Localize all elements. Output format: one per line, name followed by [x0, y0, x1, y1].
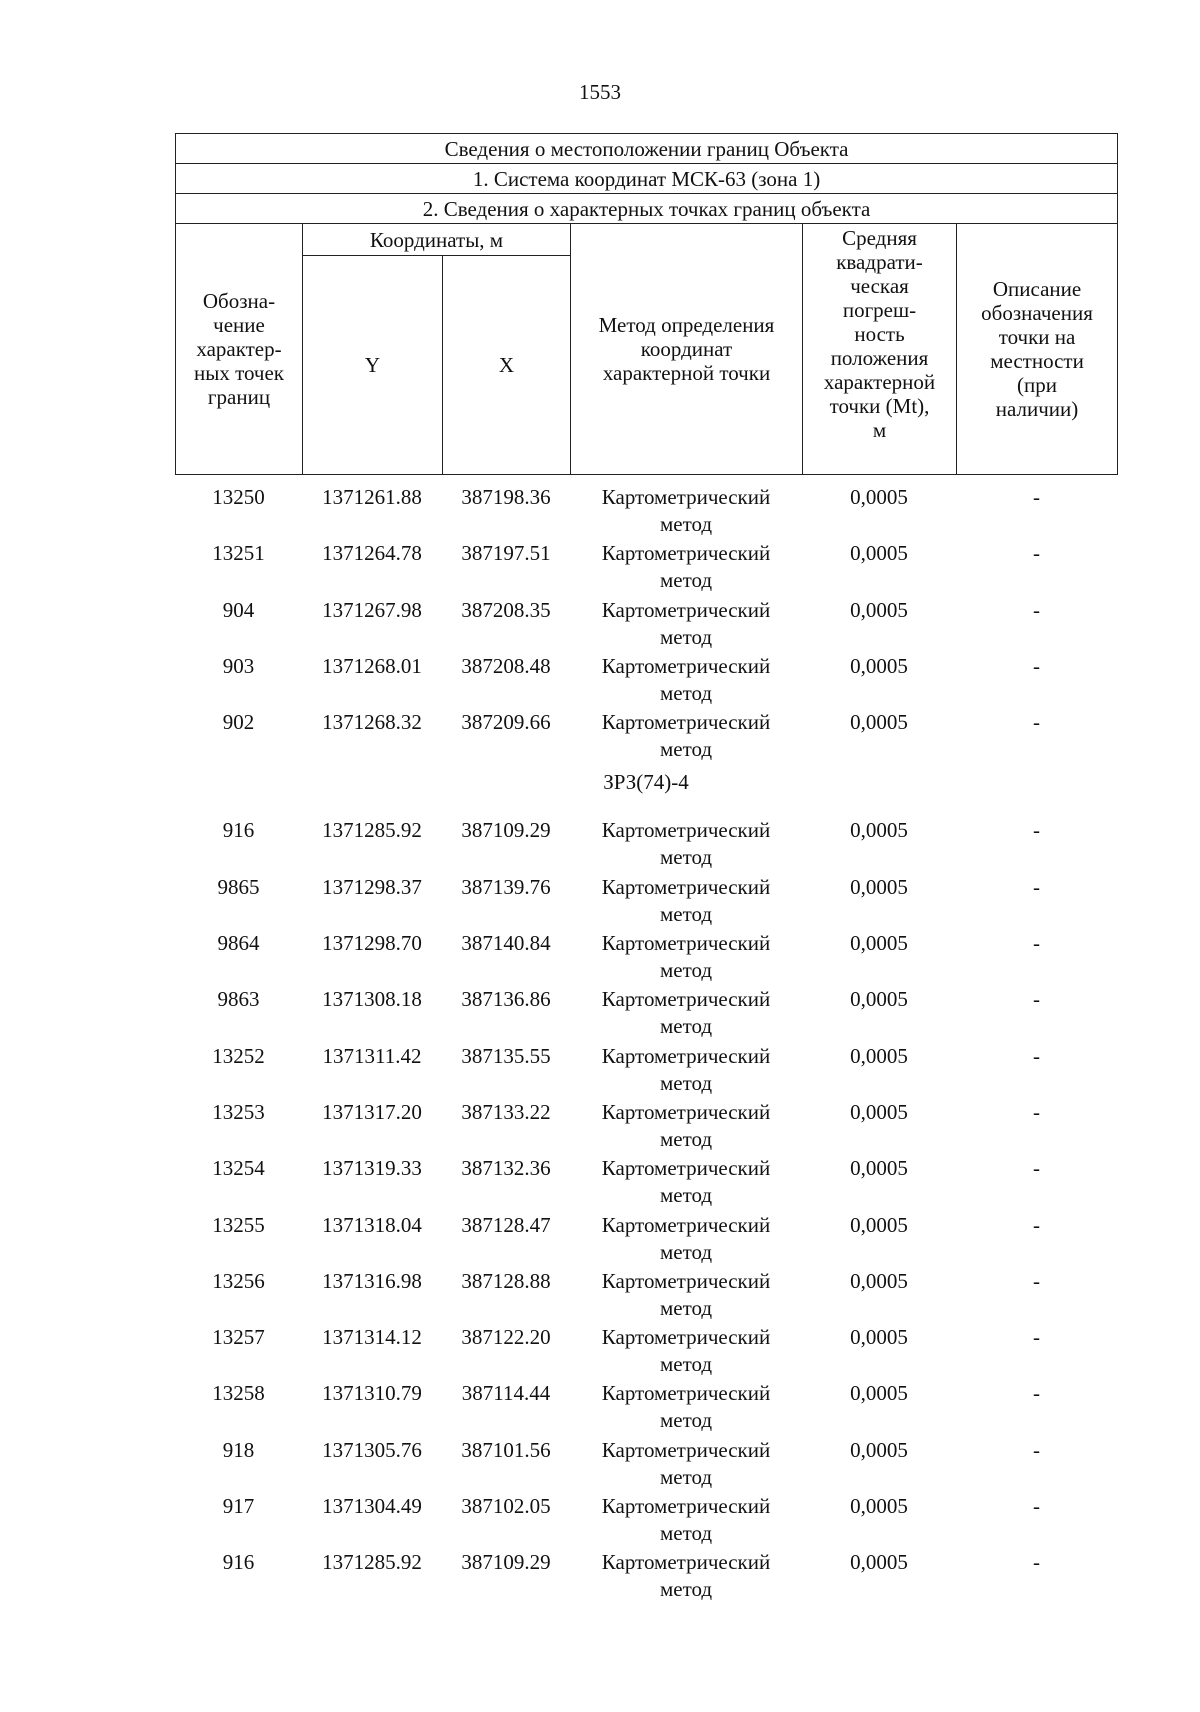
description-cell: - [1033, 1212, 1040, 1237]
header-point: Обозна- чение характер- ных точек границ [176, 224, 303, 475]
point-cell: 13250 [212, 485, 265, 509]
method-cell: Картометрический метод [601, 987, 771, 1039]
method-cell: Картометрический метод [601, 1325, 771, 1377]
method-cell: Картометрический метод [601, 931, 771, 983]
error-cell: 0,0005 [850, 1099, 908, 1124]
method-cell: Картометрический метод [601, 1550, 771, 1602]
error-cell: 0,0005 [850, 485, 908, 509]
x-coordinate-cell: 387122.20 [461, 1325, 551, 1350]
description-cell: - [1033, 710, 1040, 735]
error-cell: 0,0005 [850, 818, 908, 843]
method-cell: Картометрический метод [601, 874, 771, 926]
x-coordinate-cell: 387136.86 [461, 987, 551, 1012]
x-coordinate-cell: 387109.29 [461, 1550, 551, 1575]
point-cell: 13255 [212, 1212, 265, 1237]
point-cell: 916 [222, 818, 255, 843]
description-cell: - [1033, 1043, 1040, 1068]
method-cell: Картометрический метод [601, 485, 771, 536]
description-cell: - [1033, 597, 1040, 622]
method-cell: Картометрический метод [601, 1099, 771, 1151]
description-cell: - [1033, 485, 1040, 509]
y-coordinate-cell: 1371310.79 [322, 1381, 422, 1406]
x-coordinate-cell: 387102.05 [461, 1494, 551, 1519]
y-coordinate-cell: 1371318.04 [322, 1212, 422, 1237]
table-row [175, 1380, 1117, 1436]
error-cell: 0,0005 [850, 874, 908, 899]
table-row [175, 597, 1117, 653]
table-row [175, 540, 1117, 596]
point-cell: 902 [222, 710, 255, 735]
method-cell: Картометрический метод [601, 1043, 771, 1095]
method-cell: Картометрический метод [601, 710, 771, 762]
point-cell: 918 [222, 1437, 255, 1462]
x-coordinate-cell: 387139.76 [461, 874, 551, 899]
method-cell: Картометрический метод [601, 1156, 771, 1208]
header-y: Y [303, 256, 443, 475]
description-cell: - [1033, 931, 1040, 956]
table-title: Сведения о местоположении границ Объекта [176, 134, 1118, 164]
x-coordinate-cell: 387132.36 [461, 1156, 551, 1181]
y-coordinate-cell: 1371298.70 [322, 931, 422, 956]
point-cell: 13253 [212, 1099, 265, 1124]
x-coordinate-cell: 387128.88 [461, 1268, 551, 1293]
y-coordinate-cell: 1371268.32 [322, 710, 422, 735]
description-cell: - [1033, 874, 1040, 899]
y-coordinate-cell: 1371304.49 [322, 1494, 422, 1519]
x-coordinate-cell: 387128.47 [461, 1212, 551, 1237]
x-coordinate-cell: 387109.29 [461, 818, 551, 843]
table-row [175, 1155, 1117, 1211]
method-cell: Картометрический метод [601, 653, 771, 705]
y-coordinate-cell: 1371268.01 [322, 653, 422, 678]
table-row [175, 874, 1117, 930]
description-cell: - [1033, 987, 1040, 1012]
x-coordinate-cell: 387140.84 [461, 931, 551, 956]
point-cell: 9863 [217, 987, 260, 1012]
y-coordinate-cell: 1371285.92 [322, 818, 422, 843]
error-cell: 0,0005 [850, 987, 908, 1012]
error-cell: 0,0005 [850, 1550, 908, 1575]
x-coordinate-cell: 387197.51 [461, 541, 551, 566]
y-coordinate-cell: 1371314.12 [322, 1325, 422, 1350]
header-x: X [443, 256, 571, 475]
method-cell: Картометрический метод [601, 597, 771, 649]
table-row [175, 1437, 1117, 1493]
y-coordinate-cell: 1371267.98 [322, 597, 422, 622]
y-coordinate-cell: 1371261.88 [322, 485, 422, 509]
table-row [175, 1549, 1117, 1605]
table-row [175, 1493, 1117, 1549]
point-cell: 9865 [217, 874, 260, 899]
x-coordinate-cell: 387208.48 [461, 653, 551, 678]
error-cell: 0,0005 [850, 1381, 908, 1406]
error-cell: 0,0005 [850, 1156, 908, 1181]
method-cell: Картометрический метод [601, 1268, 771, 1320]
point-cell: 13258 [212, 1381, 265, 1406]
group-heading: ЗРЗ(74)-4 [603, 770, 689, 795]
point-cell: 13251 [212, 541, 265, 566]
y-coordinate-cell: 1371316.98 [322, 1268, 422, 1293]
method-cell: Картометрический метод [601, 1494, 771, 1546]
point-cell: 9864 [217, 931, 260, 956]
y-coordinate-cell: 1371305.76 [322, 1437, 422, 1462]
description-cell: - [1033, 1099, 1040, 1124]
error-cell: 0,0005 [850, 653, 908, 678]
error-cell: 0,0005 [850, 1325, 908, 1350]
description-cell: - [1033, 1156, 1040, 1181]
error-cell: 0,0005 [850, 1268, 908, 1293]
y-coordinate-cell: 1371319.33 [322, 1156, 422, 1181]
x-coordinate-cell: 387114.44 [461, 1381, 551, 1406]
x-coordinate-cell: 387101.56 [461, 1437, 551, 1462]
point-cell: 13252 [212, 1043, 265, 1068]
y-coordinate-cell: 1371308.18 [322, 987, 422, 1012]
error-cell: 0,0005 [850, 1494, 908, 1519]
point-cell: 13256 [212, 1268, 265, 1293]
table-row [175, 653, 1117, 709]
x-coordinate-cell: 387208.35 [461, 597, 551, 622]
error-cell: 0,0005 [850, 1437, 908, 1462]
table-row [175, 709, 1117, 765]
table-row [175, 484, 1117, 540]
page-number: 1553 [579, 80, 621, 104]
description-cell: - [1033, 541, 1040, 566]
point-cell: 13257 [212, 1325, 265, 1350]
description-cell: - [1033, 1437, 1040, 1462]
section-title: 2. Сведения о характерных точках границ объекта [176, 194, 1118, 224]
point-cell: 916 [222, 1550, 255, 1575]
group-heading-row [175, 765, 1117, 817]
header-method: Метод определения координат характерной точки [571, 224, 803, 475]
method-cell: Картометрический метод [601, 818, 771, 870]
method-cell: Картометрический метод [601, 1212, 771, 1264]
description-cell: - [1033, 1550, 1040, 1575]
y-coordinate-cell: 1371298.37 [322, 874, 422, 899]
method-cell: Картометрический метод [601, 541, 771, 593]
point-cell: 903 [222, 653, 255, 678]
point-cell: 904 [222, 597, 255, 622]
y-coordinate-cell: 1371285.92 [322, 1550, 422, 1575]
error-cell: 0,0005 [850, 1043, 908, 1068]
description-cell: - [1033, 1494, 1040, 1519]
error-cell: 0,0005 [850, 597, 908, 622]
description-cell: - [1033, 1325, 1040, 1350]
y-coordinate-cell: 1371311.42 [322, 1043, 422, 1068]
method-cell: Картометрический метод [601, 1437, 771, 1489]
x-coordinate-cell: 387135.55 [461, 1043, 551, 1068]
description-cell: - [1033, 653, 1040, 678]
description-cell: - [1033, 1268, 1040, 1293]
y-coordinate-cell: 1371317.20 [322, 1099, 422, 1124]
header-coords: Координаты, м [303, 224, 571, 256]
method-cell: Картометрический метод [601, 1381, 771, 1433]
table-row [175, 986, 1117, 1042]
error-cell: 0,0005 [850, 1212, 908, 1237]
error-cell: 0,0005 [850, 931, 908, 956]
point-cell: 13254 [212, 1156, 265, 1181]
boundary-header-table [175, 133, 1118, 475]
table-row [175, 1212, 1117, 1268]
point-cell: 917 [222, 1494, 255, 1519]
boundary-points-list [175, 484, 1117, 1606]
x-coordinate-cell: 387209.66 [461, 710, 551, 735]
x-coordinate-cell: 387198.36 [461, 485, 551, 509]
header-error: Средняя квадрати- ческая погреш- ность положения характерной точки (Mt), м [803, 224, 957, 475]
y-coordinate-cell: 1371264.78 [322, 541, 422, 566]
table-row [175, 930, 1117, 986]
description-cell: - [1033, 1381, 1040, 1406]
error-cell: 0,0005 [850, 710, 908, 735]
table-row [175, 1099, 1117, 1155]
coord-system-title: 1. Система координат МСК-63 (зона 1) [176, 164, 1118, 194]
table-row [175, 1268, 1117, 1324]
table-row [175, 1043, 1117, 1099]
error-cell: 0,0005 [850, 541, 908, 566]
x-coordinate-cell: 387133.22 [461, 1099, 551, 1124]
table-row [175, 1324, 1117, 1380]
header-description: Описание обозначения точки на местности (при наличии) [957, 224, 1118, 475]
description-cell: - [1033, 818, 1040, 843]
table-row [175, 817, 1117, 873]
